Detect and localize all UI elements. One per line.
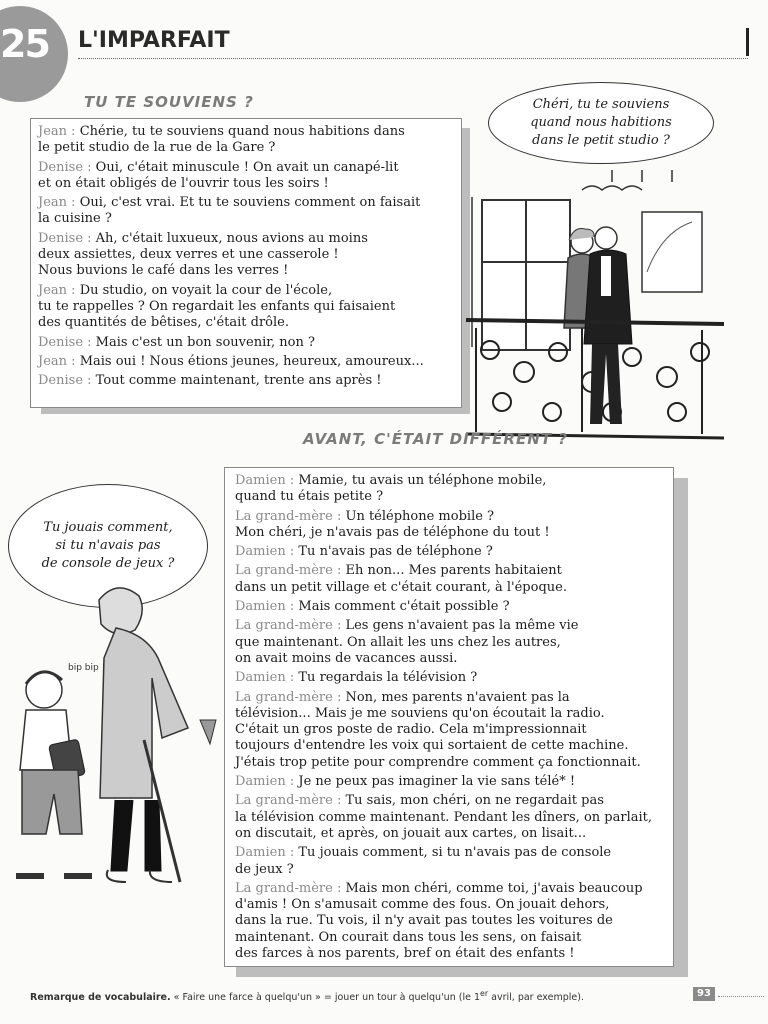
speaker-name: Jean : <box>38 282 76 298</box>
dialogue-text: tu te rappelles ? On regardait les enfants qui faisaient <box>38 298 396 314</box>
dialogue-text: que maintenant. On allait les uns chez les autres, <box>235 634 561 650</box>
speaker-name: Jean : <box>38 124 76 139</box>
section-title-2: AVANT, C'ÉTAIT DIFFÉRENT ? <box>303 430 568 448</box>
bubble-line: dans le petit studio ? <box>532 133 670 148</box>
dialogue-text: Oui, c'était minuscule ! On avait un canapé-lit <box>95 159 399 175</box>
speaker-name: Damien : <box>235 473 295 488</box>
page-number: 93 <box>693 987 715 1001</box>
dialogue-text: Non, mes parents n'avaient pas la <box>345 689 570 705</box>
dialogue-text: la cuisine ? <box>38 211 112 227</box>
dialogue-line <box>38 247 461 263</box>
dialogue-box-1 <box>30 118 462 408</box>
dialogue-line <box>38 299 461 315</box>
dialogue-text: dans la rue. Tu vois, il n'y avait pas toutes les voitures de <box>235 913 613 929</box>
dialogue-line <box>235 489 673 505</box>
bubble-line: Chéri, tu te souviens <box>532 97 670 112</box>
dialogue-line <box>235 635 673 651</box>
speaker-name: Damien : <box>235 774 295 790</box>
dialogue-line <box>38 140 461 156</box>
speech-bubble-2-text <box>42 519 175 573</box>
speaker-name: La grand-mère : <box>235 689 342 705</box>
dialogue-line <box>235 774 673 790</box>
dialogue-line <box>38 373 461 389</box>
speaker-name: Denise : <box>38 159 92 175</box>
dialogue-text: C'était un gros poste de radio. Cela m'impressionnait <box>235 722 587 738</box>
dialogue-text: Mais comment c'était possible ? <box>298 599 510 615</box>
dialogue-text: d'amis ! On s'amusait comme des fous. On jouait dehors, <box>235 897 610 913</box>
dialogue-line <box>38 263 461 279</box>
dialogue-text: Mon chéri, je n'avais pas de téléphone du tout ! <box>235 524 550 540</box>
dialogue-text: Les gens n'avaient pas la même vie <box>345 618 579 634</box>
dialogue-text: dans un petit village et c'était courant, à l'époque. <box>235 579 567 595</box>
speaker-name: La grand-mère : <box>235 880 342 896</box>
dialogue-line <box>38 283 461 299</box>
dialogue-text: Chérie, tu te souviens quand nous habitions dans <box>79 124 405 139</box>
dialogue-text: on discutait, et après, on jouait aux cartes, on lisait... <box>235 825 587 841</box>
bubble-line: quand nous habitions <box>530 115 672 130</box>
dialogue-text: des quantités de bêtises, c'était drôle. <box>38 315 289 331</box>
section-title-1: TU TE SOUVIENS ? <box>84 93 254 111</box>
dialogue-line <box>235 722 673 738</box>
speaker-name: Jean : <box>38 353 76 369</box>
speaker-name: Damien : <box>235 544 295 560</box>
dialogue-line <box>235 897 673 913</box>
chapter-title: L'IMPARFAIT <box>78 28 230 53</box>
dialogue-line <box>38 211 461 227</box>
boy-grandmother-illustration <box>4 570 232 900</box>
dialogue-line <box>235 509 673 525</box>
dialogue-text: Tout comme maintenant, trente ans après ! <box>95 373 382 389</box>
header-rule <box>78 58 748 59</box>
dialogue-line <box>38 231 461 247</box>
dialogue-text: Tu sais, mon chéri, on ne regardait pas <box>345 793 604 809</box>
dialogue-text: de jeux ? <box>235 861 294 877</box>
vocabulary-note <box>30 989 584 1003</box>
dialogue-box-2 <box>224 467 674 967</box>
dialogue-text: et on était obligés de l'ouvrir tous les soirs ! <box>38 175 329 191</box>
dialogue-line <box>235 755 673 771</box>
speaker-name: Damien : <box>235 670 295 686</box>
dialogue-text: Eh non... Mes parents habitaient <box>345 563 562 579</box>
dialogue-line <box>38 354 461 370</box>
vocabulary-note-sup: er <box>480 989 489 998</box>
header-bar <box>746 28 749 56</box>
dialogue-text: Oui, c'est vrai. Et tu te souviens comment on faisait <box>79 195 421 211</box>
dialogue-text: Du studio, on voyait la cour de l'école, <box>79 282 333 298</box>
speaker-name: Jean : <box>38 195 76 211</box>
dialogue-line <box>235 826 673 842</box>
footer-rule <box>718 996 764 997</box>
dialogue-line <box>235 580 673 596</box>
dialogue-text: Nous buvions le café dans les verres ! <box>38 263 289 279</box>
bubble-line: Tu jouais comment, <box>43 520 173 535</box>
dialogue-line <box>38 176 461 192</box>
dialogue-text: la télévision comme maintenant. Pendant les dîners, on parlait, <box>235 809 652 825</box>
dialogue-text: Je ne peux pas imaginer la vie sans télé* ! <box>298 774 576 790</box>
dialogue-line <box>38 335 461 351</box>
dialogue-line <box>38 160 461 176</box>
speaker-name: Damien : <box>235 845 295 861</box>
dialogue-text: Mais mon chéri, comme toi, j'avais beaucoup <box>345 880 643 896</box>
dialogue-text: Tu jouais comment, si tu n'avais pas de console <box>298 845 612 861</box>
dialogue-text: Ah, c'était luxueux, nous avions au moins <box>95 230 368 246</box>
speech-bubble-1-text <box>530 96 672 150</box>
dialogue-text: des farces à nos parents, bref on était des enfants ! <box>235 946 575 962</box>
dialogue-line <box>235 544 673 560</box>
dialogue-text: deux assiettes, deux verres et une casserole ! <box>38 247 339 263</box>
dialogue-text: maintenant. On courait dans tous les sens, on faisait <box>235 929 582 945</box>
dialogue-line <box>38 315 461 331</box>
svg-text:bip bip !: bip bip ! <box>68 663 106 673</box>
dialogue-text: Mais oui ! Nous étions jeunes, heureux, amoureux... <box>79 353 424 369</box>
dialogue-text: le petit studio de la rue de la Gare ? <box>38 140 276 156</box>
speaker-name: La grand-mère : <box>235 563 342 579</box>
speaker-name: La grand-mère : <box>235 508 342 524</box>
dialogue-line <box>235 706 673 722</box>
dialogue-line <box>235 793 673 809</box>
dialogue-1 <box>38 124 461 389</box>
dialogue-line <box>235 599 673 615</box>
dialogue-line <box>235 618 673 634</box>
bubble-line: de console de jeux ? <box>41 556 175 571</box>
speaker-name: Damien : <box>235 599 295 615</box>
dialogue-text: J'étais trop petite pour comprendre comment ça fonctionnait. <box>235 754 641 770</box>
vocabulary-note-label: Remarque de vocabulaire. <box>30 992 171 1004</box>
dialogue-line <box>235 845 673 861</box>
dialogue-text: Tu n'avais pas de téléphone ? <box>298 544 493 560</box>
dialogue-text: Mamie, tu avais un téléphone mobile, <box>298 473 547 488</box>
speaker-name: Denise : <box>38 334 92 350</box>
speech-bubble-1 <box>488 82 714 164</box>
dialogue-text: Tu regardais la télévision ? <box>298 670 478 686</box>
dialogue-text: on avait moins de vacances aussi. <box>235 650 458 666</box>
dialogue-line <box>235 738 673 754</box>
dialogue-line <box>235 862 673 878</box>
dialogue-line <box>38 124 461 140</box>
dialogue-text: quand tu étais petite ? <box>235 489 384 505</box>
dialogue-line <box>235 670 673 686</box>
speaker-name: La grand-mère : <box>235 618 342 634</box>
dialogue-line <box>235 913 673 929</box>
vocabulary-note-end: avril, par exemple). <box>488 992 584 1004</box>
dialogue-line <box>235 810 673 826</box>
dialogue-line <box>235 881 673 897</box>
dialogue-text: télévision... Mais je me souviens qu'on écoutait la radio. <box>235 705 605 721</box>
dialogue-2 <box>235 473 673 962</box>
vocabulary-note-text: « Faire une farce à quelqu'un » = jouer un tour à quelqu'un (le 1 <box>173 992 481 1004</box>
speaker-name: Denise : <box>38 230 92 246</box>
bubble-line: si tu n'avais pas <box>55 538 161 553</box>
dialogue-line <box>235 525 673 541</box>
dialogue-line <box>235 690 673 706</box>
dialogue-line <box>235 930 673 946</box>
dialogue-line <box>235 946 673 962</box>
dialogue-text: toujours d'entendre les voix qui sortaient de cette machine. <box>235 738 629 754</box>
dialogue-line <box>38 195 461 211</box>
dialogue-text: Un téléphone mobile ? <box>345 508 495 524</box>
speaker-name: Denise : <box>38 373 92 389</box>
dialogue-line <box>235 473 673 489</box>
speaker-name: La grand-mère : <box>235 793 342 809</box>
dialogue-line <box>235 651 673 667</box>
dialogue-line <box>235 563 673 579</box>
chapter-number: 25 <box>0 22 49 66</box>
dialogue-text: Mais c'est un bon souvenir, non ? <box>95 334 315 350</box>
